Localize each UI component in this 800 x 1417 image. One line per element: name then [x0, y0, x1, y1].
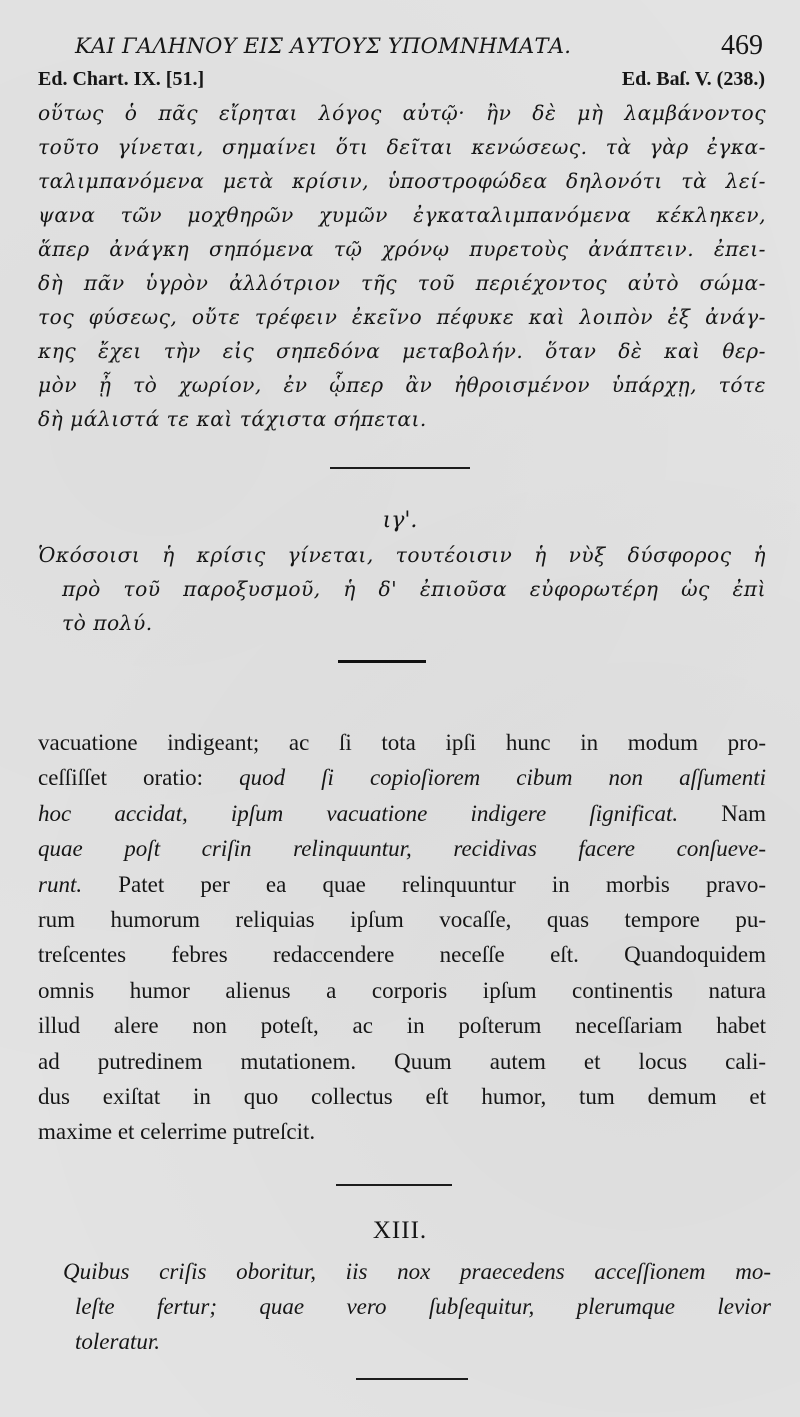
greek-commentary [38, 96, 766, 436]
latin-commentary-line [38, 1114, 766, 1149]
latin-commentary-line [38, 831, 766, 866]
latin-aphorism-line: toleratur. [75, 1329, 160, 1354]
latin-aphorism-number: XIII. [372, 1217, 428, 1244]
latin-commentary-line [38, 1079, 766, 1114]
latin-commentary-line [38, 796, 766, 831]
section-divider [356, 1378, 468, 1380]
commentary-text: treſcentes febres redaccendere neceſſe eſt. Quandoquidem [38, 942, 766, 968]
commentary-text: ad putredinem mutationem. Quum autem et locus cali- [38, 1048, 766, 1074]
section-divider [330, 467, 470, 469]
greek-aphorism [38, 538, 766, 640]
latin-commentary-line [38, 1044, 766, 1079]
greek-commentary-line: ἅπερ ἀνάγκη σηπόμενα τῷ χρόνῳ πυρετοὺς ἀνάπτειν. ἐπει- [38, 237, 766, 261]
running-title: ΚΑΙ ΓΑΛΗΝΟΥ ΕΙΣ ΑΥΤΟΥΣ ΥΠΟΜΝΗΜΑΤΑ. [75, 34, 572, 58]
edition-chartier-ref: Ed. Chart. IX. [51.] [38, 68, 205, 90]
greek-aphorism-number: ιγ'. [382, 508, 418, 533]
latin-commentary-line [38, 902, 766, 937]
italic-lemma-text: quae poſt criſin relinquuntur, recidivas facere conſueve- [38, 836, 766, 862]
edition-basel-ref: Ed. Baſ. V. (238.) [621, 68, 765, 90]
latin-commentary-line [38, 725, 766, 760]
greek-commentary-line: δὴ πᾶν ὑγρὸν ἀλλότριον τῆς τοῦ περιέχοντος αὐτὸ σώμα- [38, 271, 766, 295]
latin-commentary [38, 725, 766, 1150]
italic-lemma-text: quod ſi copioſiorem cibum non aſſumenti [239, 765, 766, 791]
page-header [75, 30, 765, 66]
greek-commentary-line: μὸν ᾖ τὸ χωρίον, ἐν ᾧπερ ἂν ἠθροισμένον ὑπάρχῃ, τότε [38, 373, 766, 397]
edition-references [38, 68, 765, 96]
greek-aphorism-line: Ὁκόσοισι ἡ κρίσις γίνεται, τουτέοισιν ἡ νὺξ δύσφορος ἡ [38, 543, 766, 567]
section-divider [336, 1184, 452, 1186]
latin-commentary-line [38, 973, 766, 1008]
greek-commentary-line: δὴ μάλιστά τε καὶ τάχιστα σήπεται. [38, 407, 427, 431]
greek-commentary-line: κης ἔχει τὴν εἰς σηπεδόνα μεταβολήν. ὅταν δὲ καὶ θερ- [38, 339, 766, 363]
latin-commentary-line [38, 760, 766, 795]
commentary-text: ceſſiſſet oratio: [38, 765, 240, 791]
latin-commentary-line [38, 867, 766, 902]
latin-commentary-line [38, 1008, 766, 1043]
greek-aphorism-line: τὸ πολύ. [62, 611, 153, 635]
latin-aphorism [63, 1254, 771, 1359]
commentary-text: omnis humor alienus a corporis ipſum continentis natura [38, 977, 766, 1003]
commentary-text: rum humorum reliquias ipſum vocaſſe, quas tempore pu- [38, 906, 766, 932]
italic-lemma-text: runt. [38, 871, 83, 897]
greek-commentary-line: οὕτως ὁ πᾶς εἴρηται λόγος αὐτῷ· ἢν δὲ μὴ λαμβάνοντος [38, 101, 766, 125]
section-divider [338, 660, 426, 663]
page-number: 469 [721, 30, 763, 61]
commentary-text: dus exiſtat in quo collectus eſt humor, tum demum et [38, 1083, 766, 1109]
greek-commentary-line: τος φύσεως, οὔτε τρέφειν ἐκεῖνο πέφυκε καὶ λοιπὸν ἐξ ἀνάγ- [38, 305, 766, 329]
italic-lemma-text: hoc accidat, ipſum vacuatione indigere ſignificat. [38, 800, 679, 826]
greek-commentary-line: ψανα τῶν μοχθηρῶν χυμῶν ἐγκαταλιμπανόμενα κέκληκεν, [38, 203, 766, 227]
commentary-text: maxime et celerrime putreſcit. [38, 1119, 316, 1145]
latin-commentary-line [38, 937, 766, 972]
latin-aphorism-line: leſte fertur; quae vero ſubſequitur, plerumque levior [75, 1294, 771, 1319]
greek-commentary-line: ταλιμπανόμενα μετὰ κρίσιν, ὑποστροφώδεα δηλονότι τὰ λεί- [38, 169, 766, 193]
commentary-text: Patet per ea quae relinquuntur in morbis pravo- [82, 871, 766, 897]
commentary-text: Nam [678, 800, 767, 826]
commentary-text: vacuatione indigeant; ac ſi tota ipſi hunc in modum pro- [38, 730, 766, 755]
commentary-text: illud alere non poteſt, ac in poſterum neceſſariam habet [38, 1013, 766, 1039]
greek-aphorism-line: πρὸ τοῦ παροξυσμοῦ, ἡ δ' ἐπιοῦσα εὐφορωτέρη ὡς ἐπὶ [62, 577, 766, 601]
latin-aphorism-line: Quibus criſis oboritur, iis nox praecedens acceſſionem mo- [63, 1259, 771, 1284]
greek-commentary-line: τοῦτο γίνεται, σημαίνει ὅτι δεῖται κενώσεως. τὰ γὰρ ἐγκα- [38, 135, 766, 159]
